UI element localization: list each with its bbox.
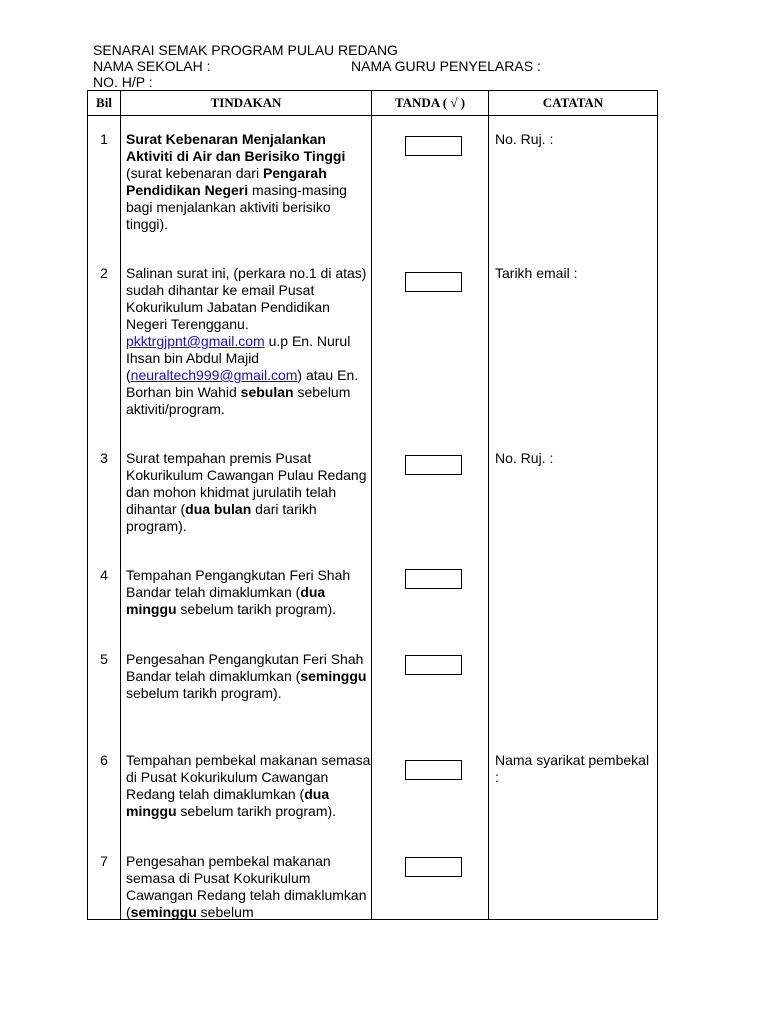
row-number: 1 xyxy=(100,131,108,147)
email-link[interactable]: neuraltech999@gmail.com xyxy=(130,367,298,383)
column-divider xyxy=(488,91,489,919)
check-box[interactable] xyxy=(405,136,462,156)
check-box[interactable] xyxy=(405,569,462,589)
row-number: 5 xyxy=(100,651,108,667)
column-header-catatan: CATATAN xyxy=(542,95,604,110)
row-note: Nama syarikat pembekal : xyxy=(495,752,650,785)
column-divider xyxy=(120,91,121,919)
row-number: 7 xyxy=(100,853,108,869)
check-box[interactable] xyxy=(405,857,462,877)
row-note: No. Ruj. : xyxy=(495,450,554,466)
column-divider xyxy=(371,91,372,919)
school-name-label: NAMA SEKOLAH : xyxy=(93,58,211,74)
column-header-tindakan: TINDAKAN xyxy=(210,95,282,110)
row-number: 6 xyxy=(100,752,108,768)
email-link[interactable]: pkktrgjpnt@gmail.com xyxy=(126,333,265,349)
row-action-text: Surat tempahan premis Pusat Kokurikulum Cawangan Pulau Redang dan mohon khidmat jurulatih telah dihantar (dua bulan dari tarikh program). xyxy=(126,450,367,534)
document-title: SENARAI SEMAK PROGRAM PULAU REDANG xyxy=(93,42,398,58)
row-action-text: Pengesahan pembekal makanan semasa di Pusat Kokurikulum Cawangan Redang telah dimaklumkan (seminggu sebelum xyxy=(126,853,367,920)
row-action-text: Tempahan Pengangkutan Feri Shah Bandar telah dimaklumkan (dua minggu sebelum tarikh program). xyxy=(126,567,351,617)
phone-number-label: NO. H/P : xyxy=(93,74,153,90)
check-box[interactable] xyxy=(405,272,462,292)
row-number: 2 xyxy=(100,265,108,281)
coordinator-name-label: NAMA GURU PENYELARAS : xyxy=(351,58,541,74)
header-divider xyxy=(88,115,657,116)
row-action-text: Surat Kebenaran Menjalankan Aktiviti di Air dan Berisiko Tinggi (surat kebenaran dari Pengarah Pendidikan Negeri masing-masing bagi menjalankan aktiviti berisiko tinggi). xyxy=(126,131,347,232)
check-box[interactable] xyxy=(405,455,462,475)
row-note: Tarikh email : xyxy=(495,265,578,281)
row-number: 4 xyxy=(100,567,108,583)
row-action-text: Salinan surat ini, (perkara no.1 di atas) sudah dihantar ke email Pusat Kokurikulum Jabatan Pendidikan Negeri Terengganu. pkktrgjpnt@gmail.com u.p En. Nurul Ihsan bin Abdul Majid (neuraltech999@gmail.com) atau En. Borhan bin Wahid sebulan sebelum aktiviti/program. xyxy=(126,265,367,417)
check-box[interactable] xyxy=(405,655,462,675)
column-header-tanda: TANDA ( √ ) xyxy=(394,95,466,110)
row-action-text: Pengesahan Pengangkutan Feri Shah Bandar telah dimaklumkan (seminggu sebelum tarikh program). xyxy=(126,651,367,701)
check-box[interactable] xyxy=(405,760,462,780)
row-action-text: Tempahan pembekal makanan semasa di Pusat Kokurikulum Cawangan Redang telah dimaklumkan (dua minggu sebelum tarikh program). xyxy=(126,752,371,819)
checklist-table xyxy=(87,90,658,920)
column-header-bil: Bil xyxy=(96,95,112,110)
row-number: 3 xyxy=(100,450,108,466)
row-note: No. Ruj. : xyxy=(495,131,554,147)
